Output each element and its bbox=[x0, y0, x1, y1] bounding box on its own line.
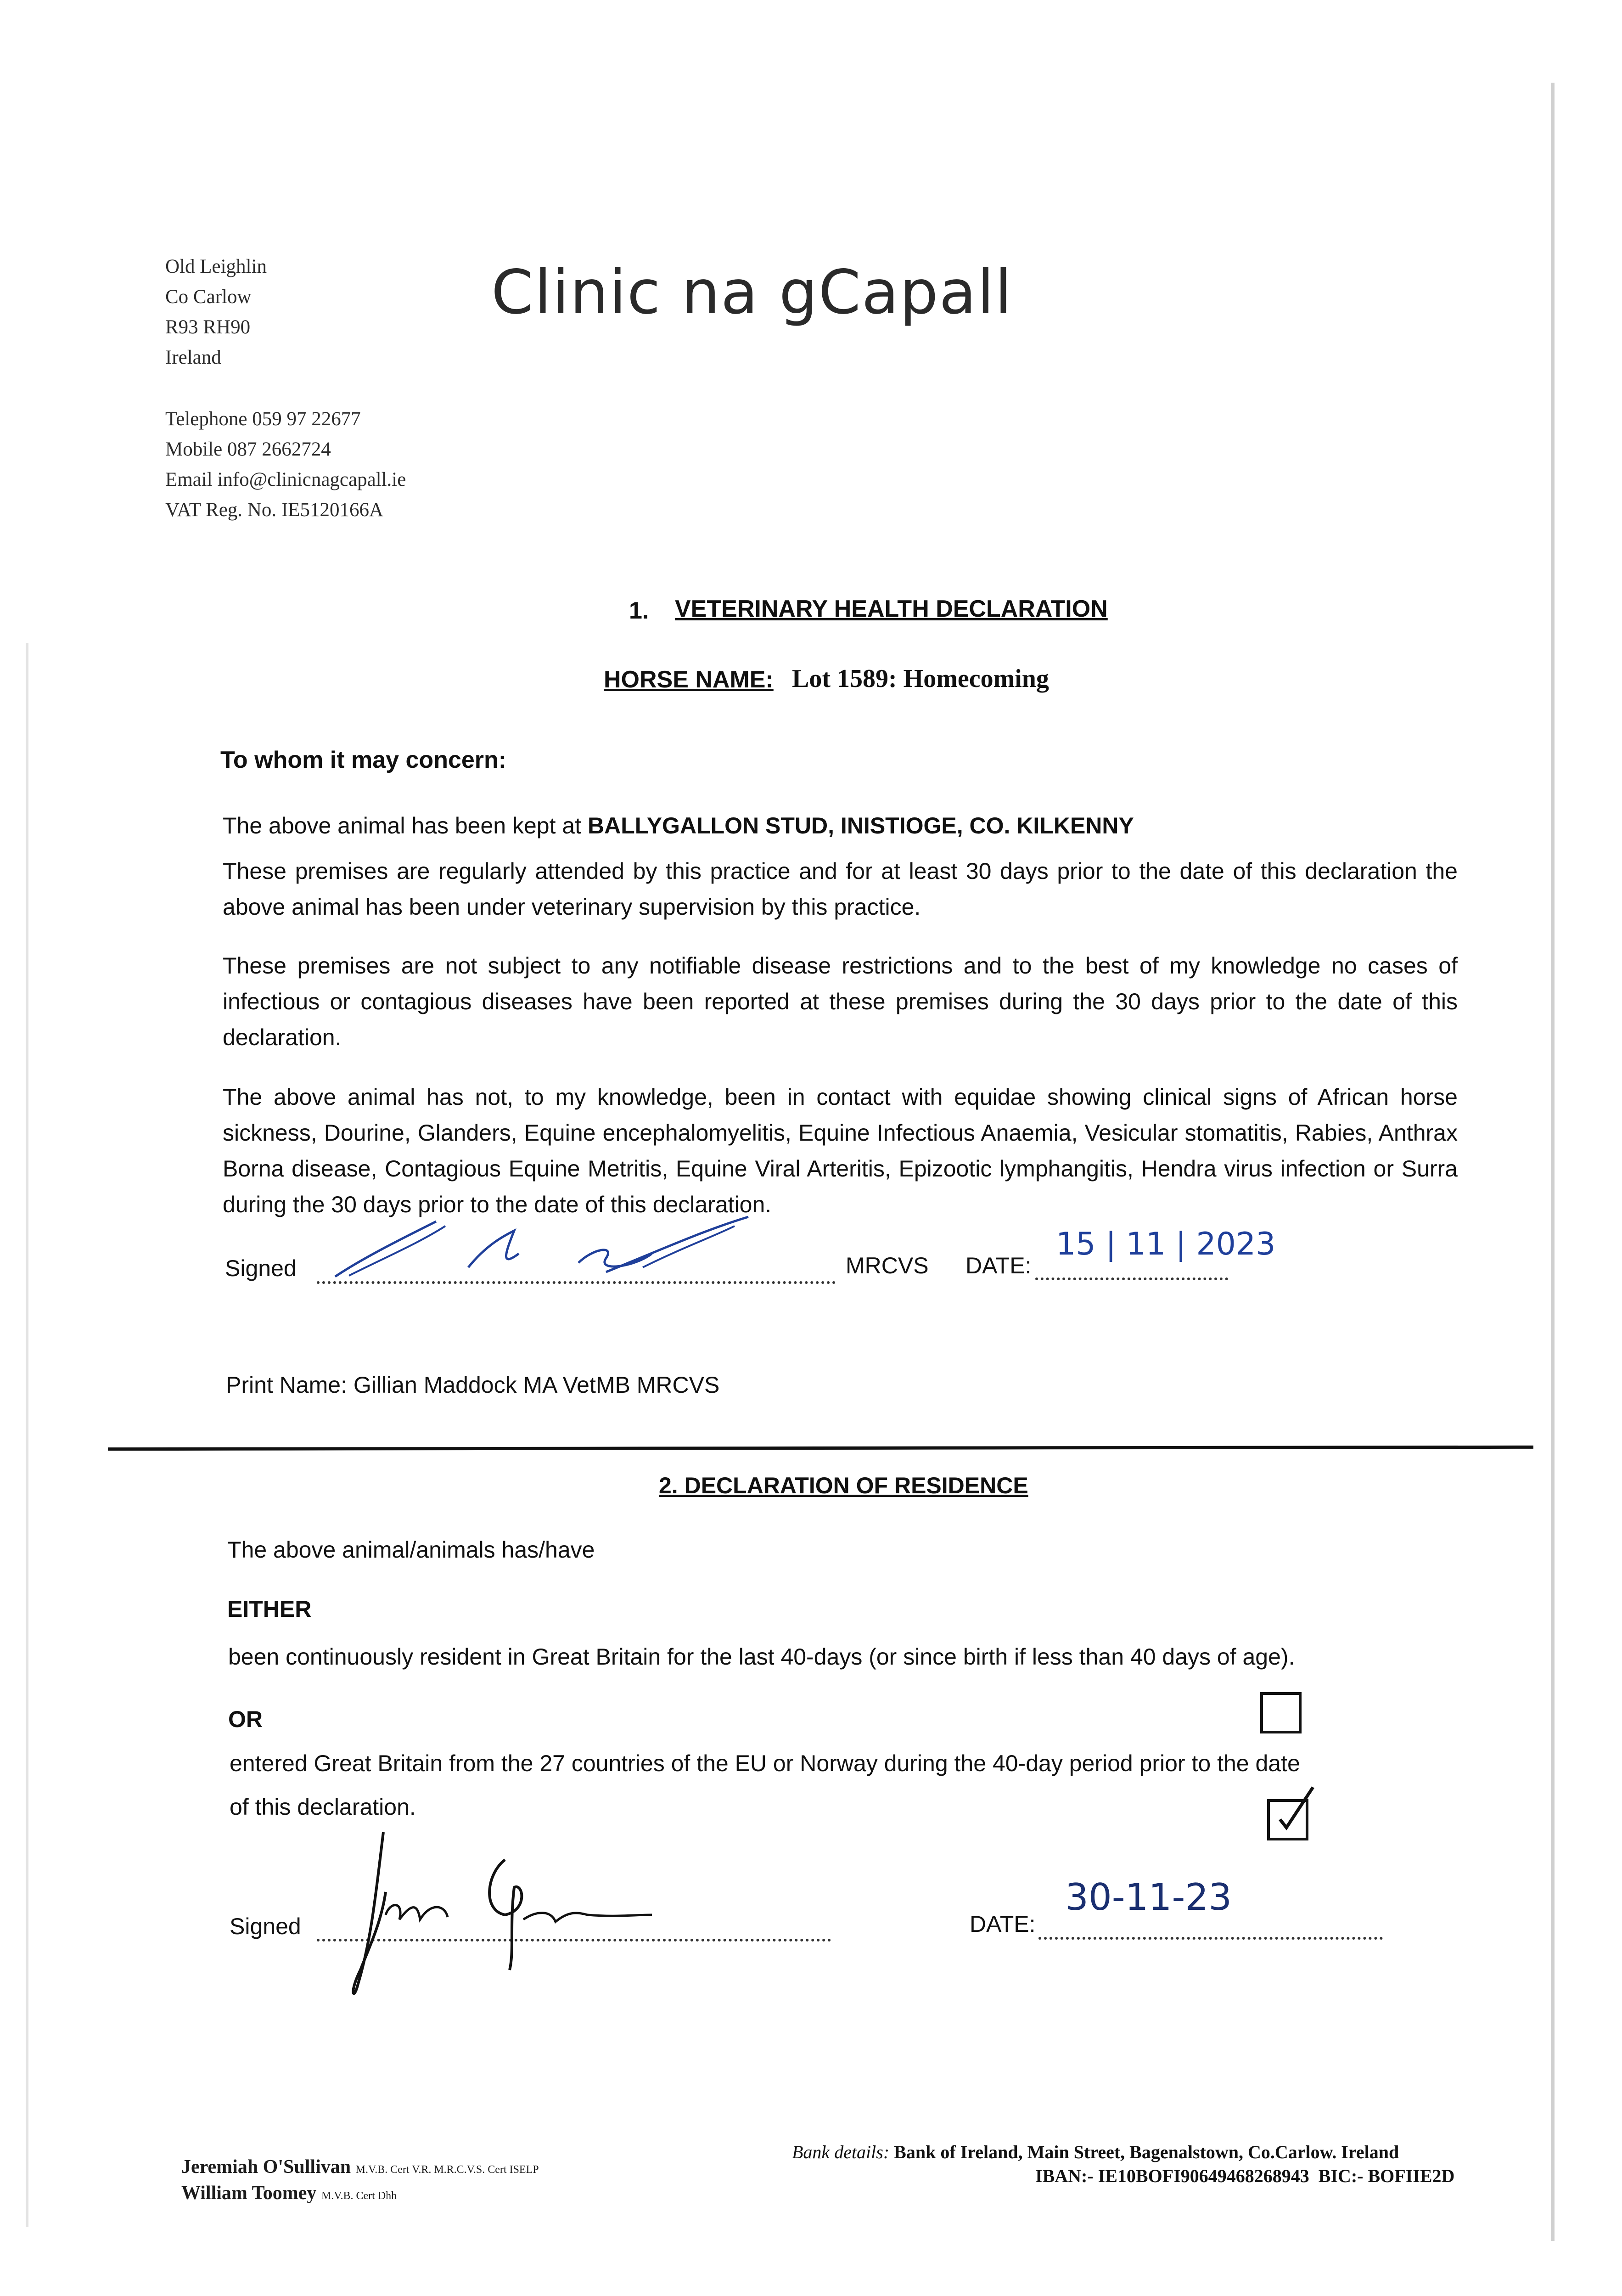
vet2-qualifications: M.V.B. Cert Dhh bbox=[321, 2190, 397, 2202]
section2-heading: 2. DECLARATION OF RESIDENCE bbox=[659, 1473, 1028, 1498]
print-name: Print Name: Gillian Maddock MA VetMB MRCVS bbox=[226, 1372, 720, 1398]
clinic-logo: Clinic na gCapall bbox=[491, 257, 1013, 328]
option2-text-line2: of this declaration. bbox=[230, 1794, 416, 1820]
residence-intro: The above animal/animals has/have bbox=[227, 1537, 595, 1563]
kept-at-line bbox=[223, 807, 1134, 844]
contact-paragraph: The above animal has not, to my knowledge, been in contact with equidae showing clinical signs of African horse sickness, Dourine, Glanders, Equine encephalomyelitis, Equine Infectious Anaemia, Vesicular stomatitis, Rabies, Anthrax Borna disease, Contagious Equine Metritis, Equine Viral Arteritis, Epizootic lymphangitis, Hendra virus infection or Surra during the 30 days prior to the date of this declaration. bbox=[223, 1084, 1458, 1217]
date-label-2: DATE: bbox=[970, 1911, 1036, 1937]
vet2-name: William Toomey bbox=[181, 2183, 317, 2204]
vet1-qualifications: M.V.B. Cert V.R. M.R.C.V.S. Cert ISELP bbox=[355, 2164, 539, 2176]
option1-text: been continuously resident in Great Britain for the last 40-days (or since birth if less than 40 days of age). bbox=[228, 1644, 1295, 1670]
footer-vet1 bbox=[181, 2156, 539, 2178]
section1-number: 1. bbox=[629, 597, 649, 624]
horse-name-label: HORSE NAME: bbox=[604, 666, 774, 693]
address-line: R93 RH90 bbox=[165, 316, 251, 338]
signed-label: Signed bbox=[225, 1255, 297, 1281]
vet1-name: Jeremiah O'Sullivan bbox=[181, 2156, 351, 2178]
date-label: DATE: bbox=[965, 1253, 1032, 1278]
telephone: Telephone 059 97 22677 bbox=[165, 408, 361, 430]
either-label: EITHER bbox=[227, 1596, 312, 1622]
salutation: To whom it may concern: bbox=[220, 747, 507, 773]
checkmark-icon bbox=[1267, 1784, 1322, 1839]
page-edge-left bbox=[26, 643, 28, 2227]
option2-text-line1: entered Great Britain from the 27 countries of the EU or Norway during the 40-day period prior to the date bbox=[230, 1750, 1300, 1776]
bank-label: Bank details: bbox=[792, 2142, 890, 2162]
signature-mark-2 bbox=[340, 1832, 652, 2002]
address-line: Ireland bbox=[165, 347, 221, 368]
vat-number: VAT Reg. No. IE5120166A bbox=[165, 499, 383, 521]
signature-mark bbox=[321, 1199, 780, 1286]
date-handwritten-2: 30-11-23 bbox=[1065, 1876, 1232, 1919]
or-label: OR bbox=[228, 1706, 263, 1732]
bic: BIC:- BOFIIE2D bbox=[1318, 2166, 1455, 2186]
iban: IBAN:- IE10BOFI90649468268943 bbox=[1035, 2166, 1309, 2186]
date-handwritten: 15 | 11 | 2023 bbox=[1056, 1226, 1276, 1262]
page-edge-right bbox=[1551, 83, 1555, 2241]
option1-checkbox[interactable] bbox=[1260, 1692, 1302, 1733]
kept-at-premises: BALLYGALLON STUD, INISTIOGE, CO. KILKENNY bbox=[588, 813, 1134, 838]
bank-codes bbox=[1035, 2165, 1454, 2187]
bank-value: Bank of Ireland, Main Street, Bagenalstown, Co.Carlow. Ireland bbox=[894, 2142, 1399, 2162]
address-line: Co Carlow bbox=[165, 286, 252, 308]
horse-name: Lot 1589: Homecoming bbox=[792, 664, 1049, 693]
kept-at-prefix: The above animal has been kept at bbox=[223, 813, 582, 838]
date-line bbox=[1035, 1264, 1228, 1280]
section1-heading: VETERINARY HEALTH DECLARATION bbox=[675, 596, 1108, 622]
email: Email info@clinicnagcapall.ie bbox=[165, 469, 406, 490]
option2-checkbox[interactable] bbox=[1267, 1799, 1308, 1840]
mobile: Mobile 087 2662724 bbox=[165, 439, 331, 460]
restrictions-paragraph: These premises are not subject to any notifiable disease restrictions and to the best of my knowledge no cases of infectious or contagious diseases have been reported at these premises during the 30 days prior to the date of this declaration. bbox=[223, 953, 1458, 1050]
supervision-paragraph: These premises are regularly attended by this practice and for at least 30 days prior to the date of this declaration the above animal has been under veterinary supervision by this practice. bbox=[223, 858, 1458, 920]
signed-label-2: Signed bbox=[230, 1913, 301, 1939]
bank-details bbox=[792, 2141, 1399, 2163]
section-divider bbox=[108, 1446, 1533, 1451]
date-line-2 bbox=[1038, 1923, 1383, 1940]
address-line: Old Leighlin bbox=[165, 256, 267, 277]
mrcvs-label: MRCVS bbox=[846, 1253, 929, 1278]
footer-vet2 bbox=[181, 2182, 397, 2204]
